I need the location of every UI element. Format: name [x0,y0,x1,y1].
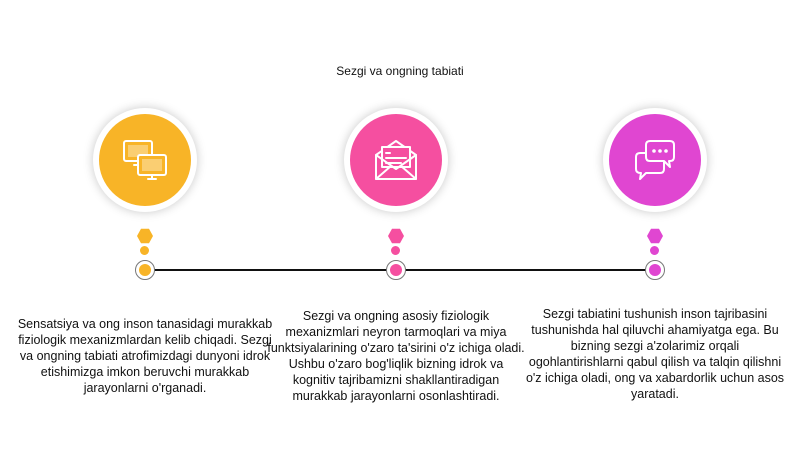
timeline-step-2 [266,0,526,450]
decor-small-dot [391,246,400,255]
monitors-icon [120,135,170,185]
icon-circle [93,108,197,212]
timeline-step-3 [525,0,785,450]
timeline-node [386,260,406,280]
envelope-icon [371,135,421,185]
timeline-node [645,260,665,280]
icon-circle [603,108,707,212]
decor-small-dot [650,246,659,255]
decor-small-dot [140,246,149,255]
decor-hex-dot [137,228,153,244]
timeline-step-1 [15,0,275,450]
decor-hex-dot [388,228,404,244]
step-description: Sensatsiya va ong inson tanasidagi murakkab fiziologik mexanizmlardan kelib chiqadi. Sezgi va ongning tabiati atrofimizdagi dunyoni idrok etishimizga imkon beruvchi murakkab jarayonlarni o'rganadi. [17,317,273,395]
step-description: Sezgi va ongning asosiy fiziologik mexanizmlari neyron tarmoqlari va miya funktsiyalarining o'zaro ta'sirini o'z ichiga oladi. Ushbu o'zaro bog'liqlik bizning idrok va kognitiv tajribamizni shakllantiradigan murakkab jarayonlarni osonlashtiradi. [267,309,525,403]
step-description: Sezgi tabiatini tushunish inson tajribasini tushunishda hal qiluvchi ahamiyatga ega. Bu bizning sezgi a'zolarimiz orqali ogohlantirishlarni qabul qilish va talqin qilishni o'z ichiga oladi, ong va xabardorlik uchun asos yaratadi. [525,307,785,401]
diagram-title: Sezgi va ongning tabiati [336,64,464,78]
icon-circle [344,108,448,212]
decor-hex-dot [647,228,663,244]
chat-bubbles-icon [630,135,680,185]
timeline-node [135,260,155,280]
